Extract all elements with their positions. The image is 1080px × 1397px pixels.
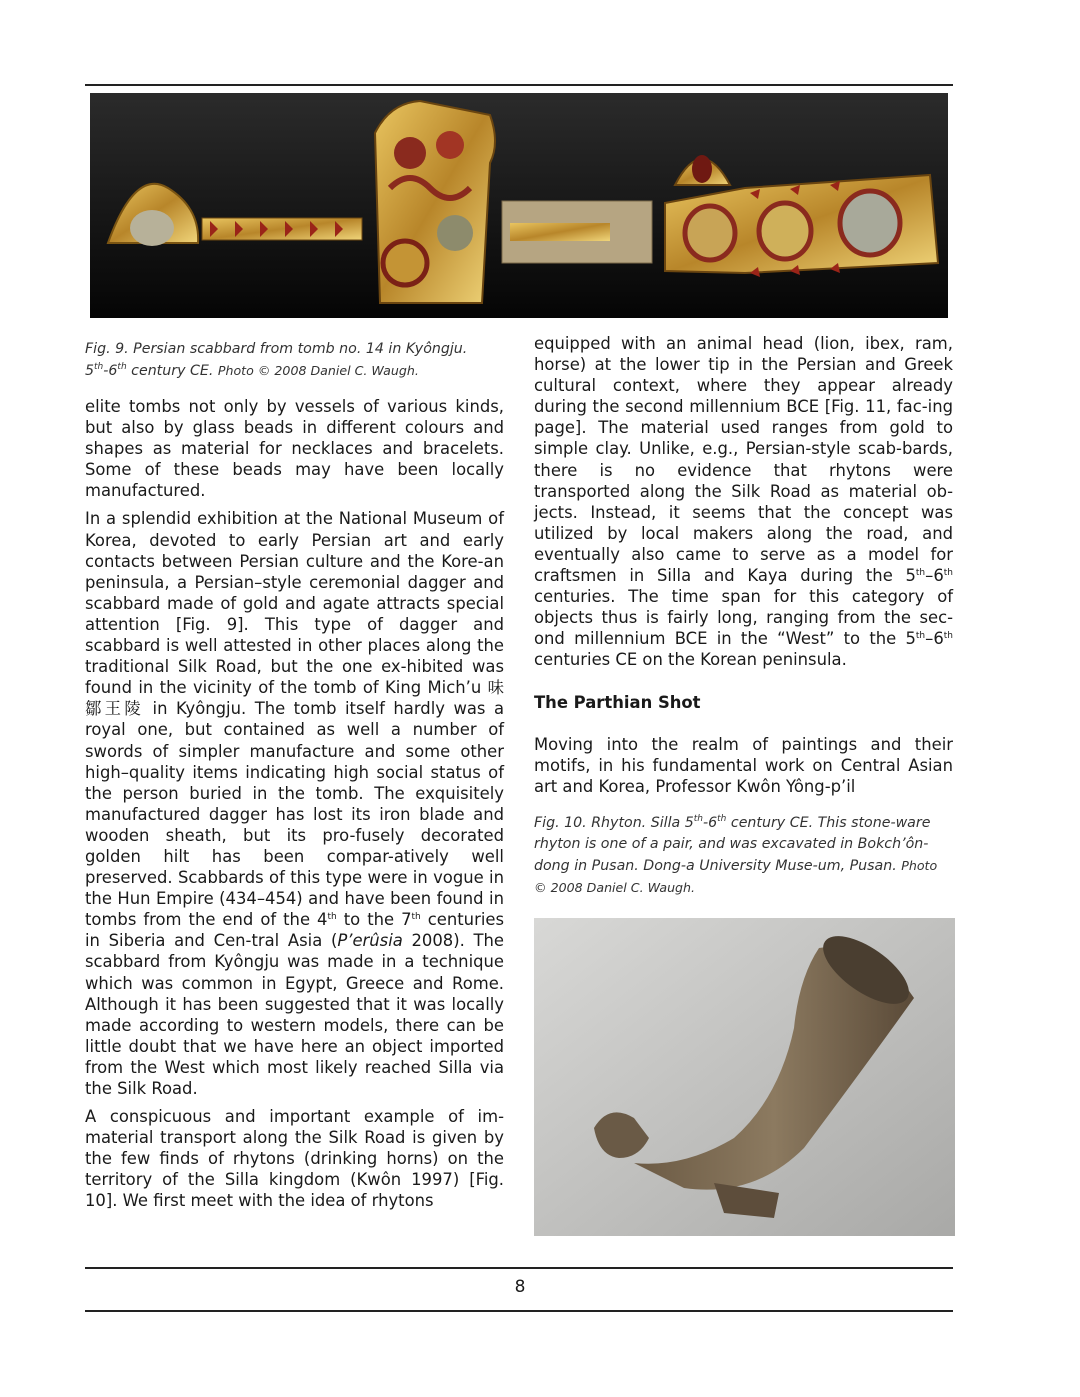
- fig10-caption-text-c: century CE. This stone-ware rhyton is one of a pair, and was excavated in Bokch’ôn-dong in Pusan. Dong-a University Muse-um, Pusan.: [534, 814, 931, 874]
- left-p2-sup2: th: [411, 912, 421, 923]
- left-p2-text-c: 2008). The scabbard from Kyôngju was made in a technique which was common in Egypt, Greece and Rome. Although it has been suggested that it was locally made according to western models, there can be little doubt that we have here an object imported from the West which most likely reached Silla via the Silk Road.: [85, 931, 504, 1098]
- left-paragraph-1: elite tombs not only by vessels of various kinds, but also by glass beads in different colours and shapes as material for necklaces and bracelets. Some of these beads may have been locally manufactured.: [85, 397, 504, 501]
- section-heading: The Parthian Shot: [534, 692, 701, 712]
- fig10-caption-sup1: th: [693, 813, 703, 824]
- fig9-caption: [85, 339, 504, 382]
- right-p1-text-d: –6: [925, 629, 944, 649]
- rhyton-illustration: [534, 918, 955, 1236]
- right-paragraph-2: Moving into the realm of paintings and their motifs, in his fundamental work on Central Asian art and Korea, Professor Kwôn Yông-p’il: [534, 734, 953, 796]
- right-p1-sup1: th: [915, 568, 926, 579]
- right-p1-sup4: th: [943, 631, 953, 642]
- left-p2-text-a: In a splendid exhibition at the National Museum of Korea, devoted to early Persian art and early contacts between Persian culture and the Kore-an peninsula, a Persian–style ceremonial dagger and scabbard made of gold and agate attracts special attention [Fig. 9]. This type of dagger and scabbard is well attested in other places along the traditional Silk Road, but the one ex-hibited was found in the vicinity of the tomb of King Mich’u 味鄒王陵 in Kyôngju. The tomb itself hardly was a royal one, but contained as well a number of swords of simpler manufacture and some other high–quality items indicating high social status of the person buried in the tomb. The exquisitely manufactured dagger has lost its iron blade and wooden sheath, but its pro-fusely decorated golden hilt has been compar-atively well preserved. Scabbards of this type were in vogue in the Hun Empire (434–454) and have been found in tombs from the end of the 4: [85, 509, 504, 930]
- right-p1-text-c: centuries. The time span for this category of objects thus is fairly long, ranging from the sec-ond millennium BCE in the “West” to the 5: [534, 587, 953, 649]
- fig10-caption: [534, 813, 953, 899]
- left-p2-text-mid: to the 7: [336, 910, 412, 930]
- fig9-caption-century-start: 5: [85, 363, 95, 379]
- left-column: [85, 339, 504, 1219]
- right-paragraph-1: [534, 333, 953, 671]
- fig10-caption-sup2: th: [717, 813, 727, 824]
- right-p1-sup2: th: [943, 568, 953, 579]
- left-paragraph-3: A conspicuous and important example of im-material transport along the Silk Road is given by the few finds of rhytons (drinking horns) on the territory of the Silla kingdom (Kwôn 1997) [Fig. 10]. We first meet with the idea of rhytons: [85, 1107, 504, 1211]
- scabbard-illustration: [90, 93, 948, 318]
- fig10-caption-text-b: -6: [703, 814, 718, 831]
- left-paragraph-2: [85, 508, 504, 1099]
- fig10-photo: [534, 918, 955, 1236]
- fig10-caption-text-a: Fig. 10. Rhyton. Silla 5: [534, 814, 694, 831]
- fig9-photo: [90, 93, 948, 318]
- top-rule: [85, 84, 953, 86]
- right-p1-text-e: centuries CE on the Korean peninsula.: [534, 650, 847, 670]
- left-p2-sup1: th: [327, 912, 337, 923]
- fig10-credit: Photo © 2008 Daniel C. Waugh.: [534, 857, 938, 895]
- page-number: 8: [514, 1277, 526, 1297]
- footer-rule-bottom: [85, 1310, 953, 1312]
- right-p1-text-b: –6: [925, 566, 944, 586]
- fig9-caption-century-end: century CE.: [126, 363, 214, 379]
- fig9-credit: Photo © 2008 Daniel C. Waugh.: [217, 363, 419, 378]
- footer-rule-top: [85, 1267, 953, 1269]
- left-p2-italic: P’erûsia: [337, 931, 403, 951]
- fig9-caption-century-sep: -6: [103, 363, 118, 379]
- fig9-caption-sup1: th: [94, 362, 104, 372]
- left-p2-text-b: centuries in Siberia and Cen-tral Asia (: [85, 910, 504, 951]
- right-p1-text-a: equipped with an animal head (lion, ibex, ram, horse) at the lower tip in the Persian and Greek cultural context, where they appear already during the second millennium BCE [Fig. 11, fac-ing page]. The material used ranges from gold to simple clay. Unlike, e.g., Persian-style scab-bards, there is no evidence that rhytons were transported along the Silk Road as material ob-jects. Instead, it seems that the concept was utilized by local makers along the road, and eventually also came to serve as a model for craftsmen in Silla and Kaya during the 5: [534, 334, 953, 586]
- fig9-caption-sup2: th: [117, 362, 127, 372]
- right-p1-sup3: th: [915, 631, 926, 642]
- fig9-caption-text: Fig. 9. Persian scabbard from tomb no. 14 in Kyôngju.: [85, 341, 468, 357]
- right-column: [534, 333, 953, 906]
